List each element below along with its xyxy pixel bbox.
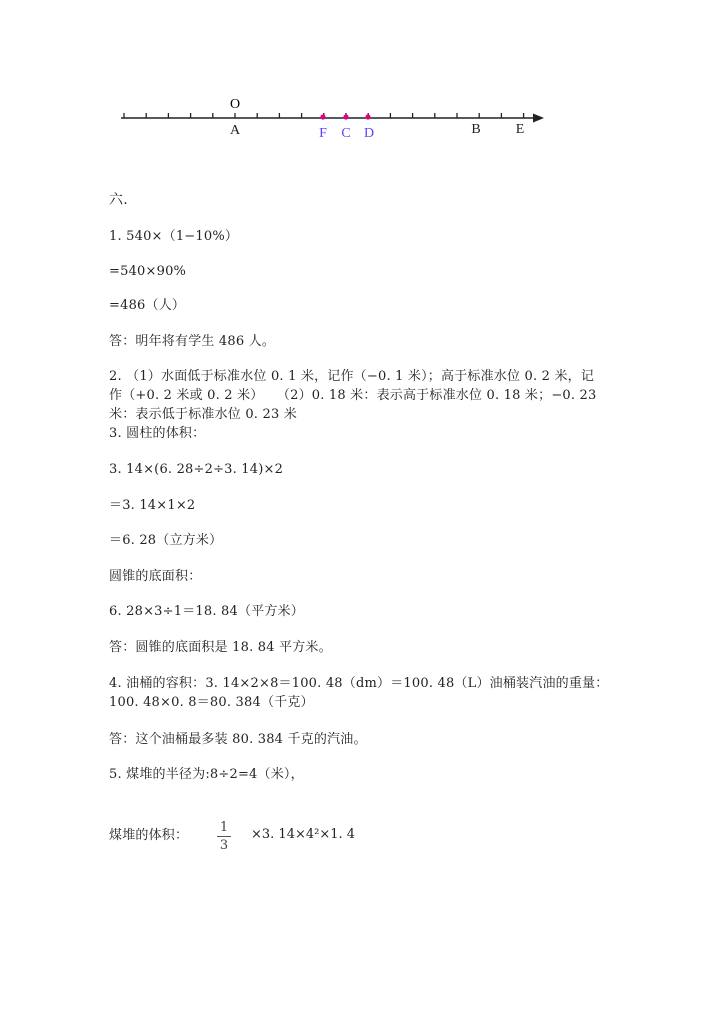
text-line: 3. 14×(6. 28÷2÷3. 14)×2: [109, 462, 284, 477]
text-line: 答：圆锥的底面积是 18. 84 平方米。: [109, 640, 332, 655]
point-f-dot: [320, 114, 325, 119]
origin-label: O: [229, 97, 241, 112]
text-line: 圆锥的底面积：: [109, 569, 202, 584]
text-line: ＝6. 28（立方米）: [109, 533, 223, 548]
point-label-d: D: [363, 126, 375, 141]
text-line: 作（+0. 2 米或 0. 2 米） （2）0. 18 米：表示高于标准水位 0. 18 米；−0. 23: [109, 388, 597, 403]
text-line: =540×90%: [109, 264, 187, 279]
text-line: 米：表示低于标准水位 0. 23 米: [109, 407, 297, 422]
point-label-b: B: [471, 122, 481, 137]
text-line: 6. 28×3÷1＝18. 84（平方米）: [109, 604, 304, 619]
text-line: 100. 48×0. 8＝80. 384（千克）: [109, 695, 314, 710]
point-c-dot: [343, 114, 348, 119]
point-label-f: F: [319, 126, 327, 141]
text-line: 5. 煤堆的半径为:8÷2=4（米），: [109, 767, 304, 782]
text-line: 答：明年将有学生 486 人。: [109, 334, 276, 349]
cone-volume-expression: ×3. 14×4²×1. 4: [251, 827, 356, 842]
text-line: ＝3. 14×1×2: [109, 498, 196, 513]
fraction-numerator: 1: [219, 820, 229, 835]
cone-volume-label: 煤堆的体积：: [109, 828, 189, 843]
text-line: 2. （1）水面低于标准水位 0. 1 米，记作（−0. 1 米）；高于标准水位 0. 2 米，记: [109, 369, 595, 384]
section-heading: 六.: [109, 192, 128, 208]
point-label-c: C: [341, 126, 351, 141]
fraction-denominator: 3: [219, 838, 229, 853]
axis-arrow: [533, 114, 544, 123]
point-label-a: A: [229, 123, 241, 138]
point-label-e: E: [515, 122, 525, 137]
text-line: 3. 圆柱的体积：: [109, 426, 206, 441]
text-line: 1. 540×（1−10%）: [109, 229, 239, 244]
text-line: 答：这个油桶最多装 80. 384 千克的汽油。: [109, 732, 367, 747]
text-line: =486（人）: [109, 298, 186, 313]
fraction-bar: [217, 836, 231, 837]
fraction-one-third: [216, 820, 232, 853]
point-d-dot: [365, 114, 370, 119]
text-line: 4. 油桶的容积：3. 14×2×8＝100. 48（dm）＝100. 48（L）油桶装汽油的重量：: [109, 676, 609, 691]
number-line: [0, 0, 720, 160]
